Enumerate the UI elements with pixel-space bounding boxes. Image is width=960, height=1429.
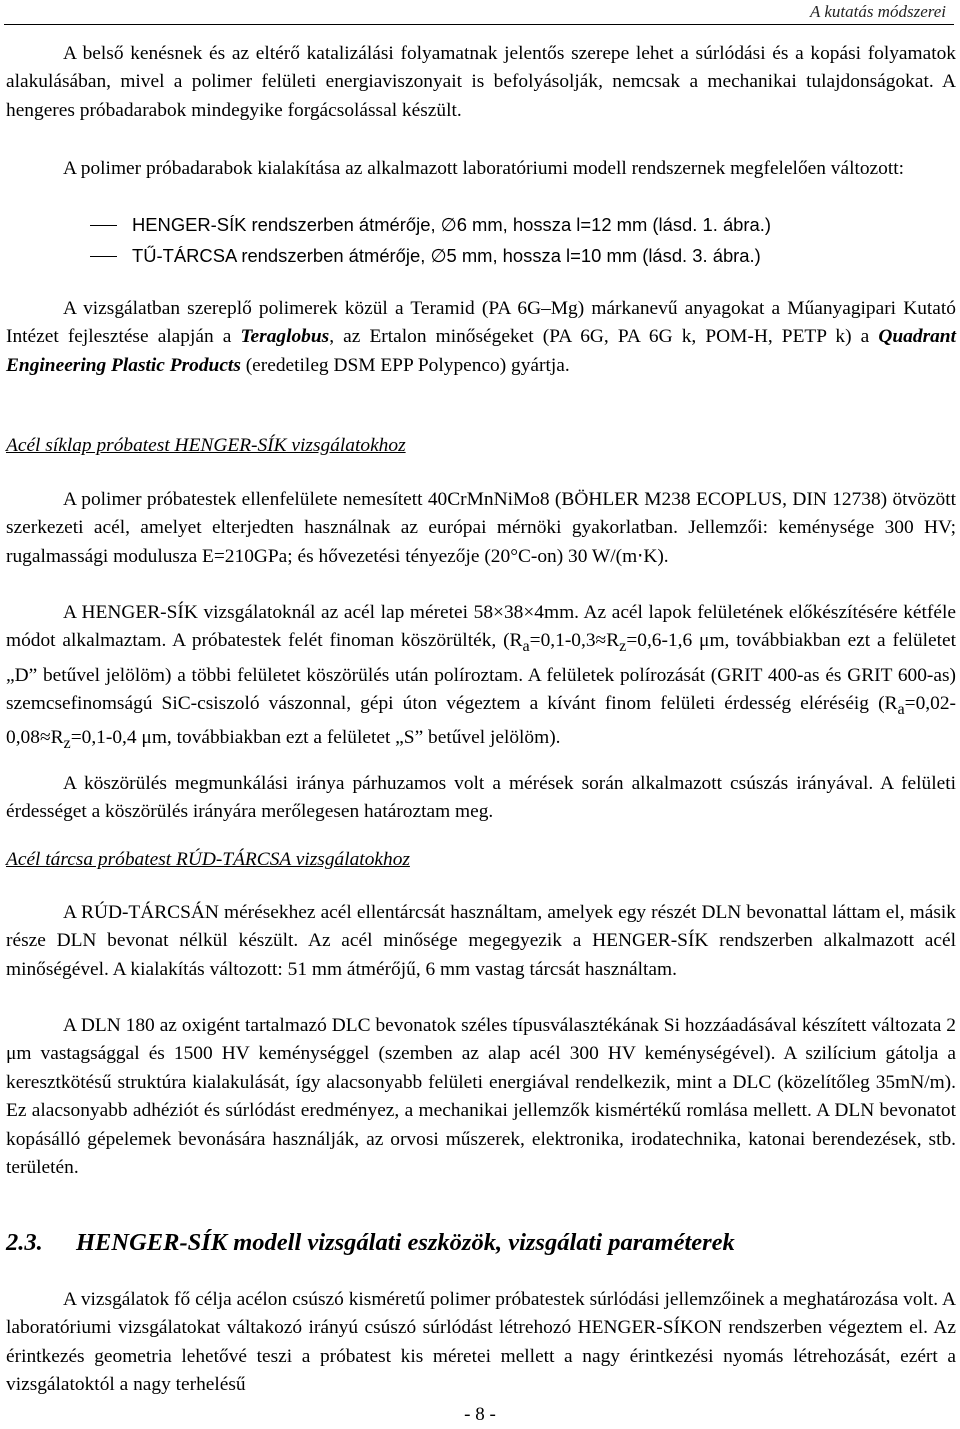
paragraph-7-text: A RÚD-TÁRCSÁN mérésekhez acél ellentárcsát használtam, amelyek egy részét DLN bevonattal láttam el, másik része DLN bevonat nélkül készült. Az acél minősége megegyezik a HENGER-SÍK rendszerben alkalmazott acél minőségével. A kialakítás változott: 51 mm átmérőjű, 6 mm vastag tárcsát használtam. <box>6 902 956 980</box>
paragraph-8-text: A DLN 180 az oxigént tartalmazó DLC bevonatok széles típusválasztékának Si hozzáadásával készített változata 2 μm vastagsággal és 1500 HV keménységgel (szemben az alap acél 300 HV keménységével). A szilícium gátolja a keresztkötésű struktúra kialakulását, így alacsonyabb felületi energiával rendelkezik, mint a DLC (közelítőleg 35mN/m). Ez alacsonyabb adhéziót és súrlódást eredményez, a mechanikai jellemzők kismértékű romlása mellett. A DLN bevonatot kopásálló gépelemek bevonására használják, az orvosi műszerek, elektronika, irodatechnika, katonai berendezések, stb. területén. <box>6 1015 956 1179</box>
paragraph-5 <box>6 599 956 759</box>
paragraph-8 <box>6 1012 956 1182</box>
list-item-text: TŰ-TÁRCSA rendszerben átmérője, ∅5 mm, hossza l=10 mm (lásd. 3. ábra.) <box>132 245 761 266</box>
section-title: HENGER-SÍK modell vizsgálati eszközök, vizsgálati paraméterek <box>76 1229 735 1256</box>
paragraph-1-text: A belső kenésnek és az eltérő katalizálási folyamatnak jelentős szerepe lehet a súrlódási és a kopási folyamatok alakulásában, mivel a polimer felületi energiaviszonyait is befolyásolják, nemcsak a mechanikai tulajdonságokat. A hengeres próbadarabok mindegyike forgácsolással készült. <box>6 43 956 121</box>
paragraph-2-text: A polimer próbadarabok kialakítása az alkalmazott laboratóriumi modell rendszernek megfelelően változott: <box>63 158 905 179</box>
page-header <box>0 0 960 26</box>
header-rule <box>4 24 954 25</box>
paragraph-1 <box>6 40 956 125</box>
section-number: 2.3. <box>6 1229 43 1256</box>
paragraph-5-text: A HENGER-SÍK vizsgálatoknál az acél lap méretei 58×38×4mm. Az acél lapok felületének előkészítésére kétféle módot alkalmaztam. A próbatestek felét finoman köszörülték, ($R_a=0,1-0,3\approx R_z=0,6-1,6$ μm, továbbiakban ezt a felületet „D” betűvel jelölöm) a többi felületet köszörülés után políroztam. A felületek polírozását (GRIT 400-as és GRIT 600-as) szemcsefinomságú SiC-csiszoló vászonnal, gépi úton végeztem a kívánt finom felületi érdesség eléréséig ($R_a=0,02-0,08\approx R_z=0,1-0,4$ μm, továbbiakban ezt a felületet „S” betűvel jelölöm). <box>6 602 957 753</box>
paragraph-4-text: A polimer próbatestek ellenfelülete nemesített 40CrMnNiMo8 (BÖHLER M238 ECOPLUS, DIN 12738) ötvözött szerkezeti acél, amelyet elterjedten használnak az európai mérnöki gyakorlatban. Jellemzői: keménysége 300 HV; rugalmassági modulusza E=210GPa; és hővezetési tényezője (20°C-on) 30 W/(m⋅K). <box>6 489 956 567</box>
paragraph-6-text: A köszörülés megmunkálási iránya párhuzamos volt a mérések során alkalmazott csúszás irányával. A felületi érdességet a köszörülés irányára merőlegesen határoztam meg. <box>6 773 956 823</box>
diameter-symbol: ∅ <box>440 214 457 235</box>
paragraph-3 <box>6 295 956 380</box>
paragraph-9 <box>6 1286 956 1400</box>
brand-quadrant: Quadrant Engineering Plastic Products <box>6 326 956 376</box>
paragraph-3-text: A vizsgálatban szereplő polimerek közül a Teramid (PA 6G–Mg) márkanevű anyagokat a Műanyagipari Kutató Intézet fejlesztése alapján a Teraglobus, az Ertalon minőségeket (PA 6G, PA 6G k, POM-H, PETP k) a Quadrant Engineering Plastic Products (eredetileg DSM EPP Polypenco) gyártja. <box>6 298 956 376</box>
running-header-title: A kutatás módszerei <box>810 2 946 21</box>
dash-bullet-icon <box>90 225 117 226</box>
dash-bullet-icon <box>90 256 117 257</box>
list-item-text: HENGER-SÍK rendszerben átmérője, ∅6 mm, hossza l=12 mm (lásd. 1. ábra.) <box>132 214 771 235</box>
subheading-steel-plate: Acél síklap próbatest HENGER-SÍK vizsgálatokhoz <box>6 435 406 456</box>
paragraph-6 <box>6 770 956 827</box>
diameter-symbol: ∅ <box>430 245 447 266</box>
paragraph-7 <box>6 899 956 984</box>
paragraph-4 <box>6 486 956 571</box>
page-number: - 8 - <box>464 1404 496 1425</box>
section-heading <box>6 1227 735 1259</box>
paragraph-9-text: A vizsgálatok fő célja acélon csúszó kisméretű polimer próbatestek súrlódási jellemzőinek a meghatározása volt. A laboratóriumi vizsgálatokat váltakozó irányú csúszó súrlódást létrehozó HENGER-SÍKON rendszerben végeztem el. Az érintkezés geometria lehetővé teszi a próbatest kis méretei mellett a nagy érintkezési nyomás létrehozását, ezért a vizsgálatoktól a nagy terhelésű <box>6 1289 956 1396</box>
subheading-steel-disc: Acél tárcsa próbatest RÚD-TÁRCSA vizsgálatokhoz <box>6 849 410 870</box>
brand-teraglobus: Teraglobus <box>240 326 330 348</box>
paragraph-2 <box>6 155 956 183</box>
